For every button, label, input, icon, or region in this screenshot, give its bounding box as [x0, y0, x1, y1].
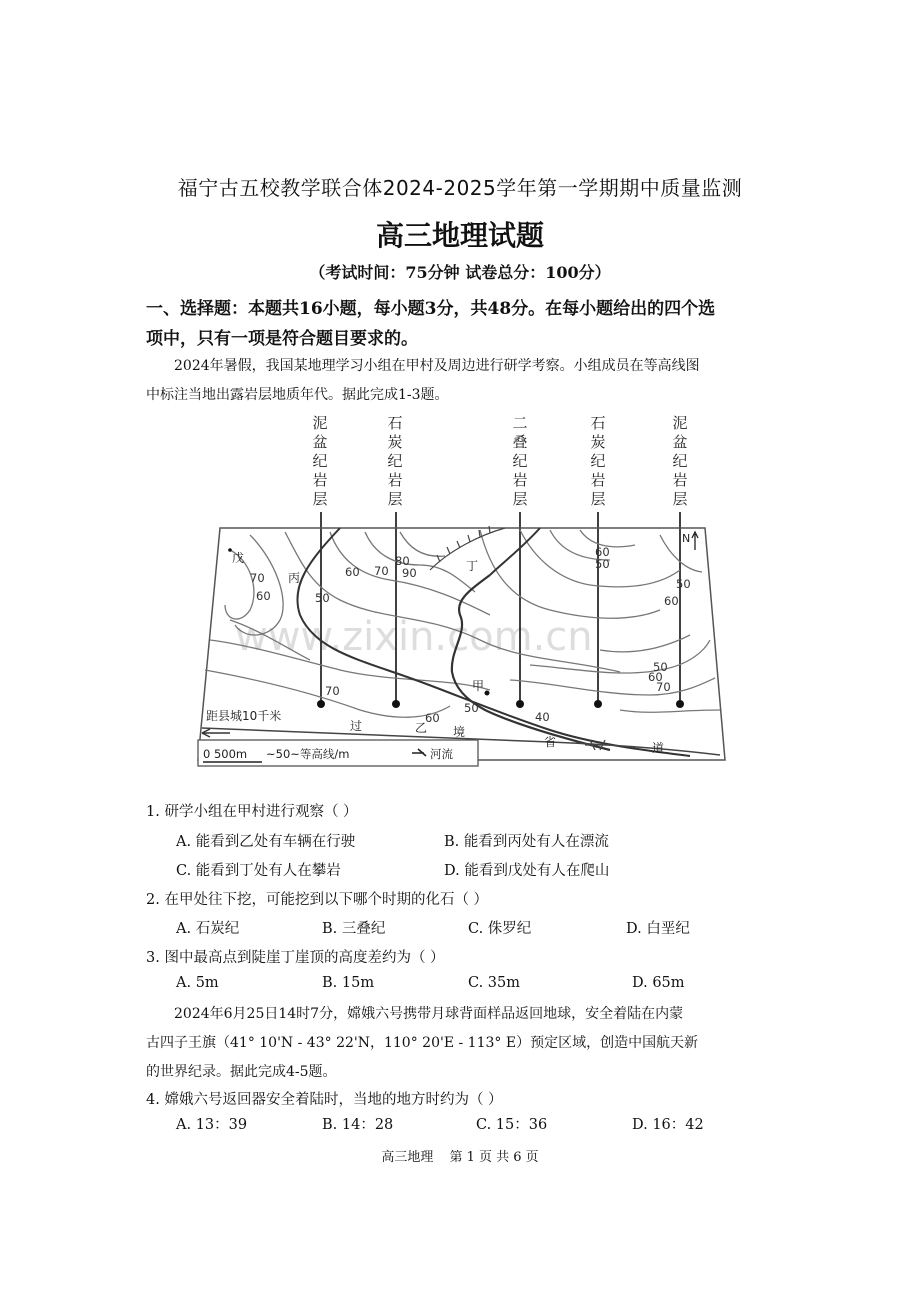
intro2-line1: 2024年6月25日14时7分，嫦娥六号携带月球背面样品返回地球，安全着陆在内蒙 [174, 1006, 684, 1022]
strata-label-5: 泥盆纪岩层 [672, 414, 688, 508]
place-label-bing: 丙 [288, 571, 301, 585]
contour-map-figure [190, 410, 735, 775]
strata-label-1: 泥盆纪岩层 [312, 414, 328, 508]
page-footer [0, 1146, 920, 1165]
contour-label: 60 [648, 670, 663, 684]
north-arrow-label: N [682, 532, 691, 545]
contour-line [480, 530, 660, 618]
stratum-dot-2 [392, 700, 400, 708]
strata-label-4: 石炭纪岩层 [590, 414, 606, 508]
cliff-hatch [468, 535, 470, 542]
place-label-ding: 丁 [466, 559, 479, 573]
legend-contour: ~50~等高线/m [266, 747, 350, 761]
contour-line [620, 710, 720, 712]
border-char-guo: 过 [350, 719, 363, 733]
cliff-hatch [489, 526, 490, 533]
exam-info: （考试时间：75分钟 试卷总分：100分） [309, 263, 611, 282]
cliff-hatch [447, 547, 450, 554]
question-2-option-b: B. 三叠纪 [322, 921, 386, 937]
contour-line [365, 532, 475, 592]
contour-label: 50 [315, 591, 330, 605]
question-2-stem: 2. 在甲处往下挖，可能挖到以下哪个时期的化石（ ） [146, 892, 489, 908]
contour-line [660, 535, 702, 572]
village-jia-point [485, 691, 490, 696]
section-heading-line1: 一、选择题：本题共16小题，每小题3分，共48分。在每小题给出的四个选 [146, 299, 716, 319]
contour-label: 60 [664, 594, 679, 608]
contour-label: 40 [535, 710, 550, 724]
contour-label: 50 [464, 701, 479, 715]
question-3-option-d: D. 65m [632, 975, 685, 991]
stratum-dot-5 [676, 700, 684, 708]
question-3-stem: 3. 图中最高点到陡崖丁崖顶的高度差约为（ ） [146, 950, 445, 966]
strata-label-2: 石炭纪岩层 [387, 414, 403, 508]
contour-line [400, 532, 445, 556]
stratum-dot-1 [317, 700, 325, 708]
contour-label: 60 [595, 545, 610, 559]
contour-label: 50 [595, 557, 610, 571]
section-heading-line2: 项中，只有一项是符合题目要求的。 [146, 329, 418, 349]
place-label-jia: 甲 [472, 679, 485, 693]
question-1-option-b: B. 能看到丙处有人在漂流 [444, 834, 609, 850]
question-1-stem: 1. 研学小组在甲村进行观察（ ） [146, 804, 358, 820]
contour-label: 60 [345, 565, 360, 579]
intro1-line1: 2024年暑假，我国某地理学习小组在甲村及周边进行研学考察。小组成员在等高线图 [174, 358, 700, 374]
cliff-hatch [457, 541, 460, 548]
strata-label-3: 二叠纪岩层 [512, 414, 528, 508]
stratum-dot-3 [516, 700, 524, 708]
exam-title: 福宁古五校教学联合体2024-2025学年第一学期期中质量监测 [177, 176, 743, 200]
contour-label: 70 [374, 564, 389, 578]
road-char-dao: 道 [652, 741, 665, 755]
question-4-option-d: D. 16：42 [632, 1117, 704, 1133]
river-upper [490, 528, 540, 575]
question-3-option-b: B. 15m [322, 975, 375, 991]
contour-label: 70 [250, 571, 265, 585]
contour-label: 70 [325, 684, 340, 698]
question-2-option-a: A. 石炭纪 [176, 921, 240, 937]
contour-line [600, 635, 690, 652]
question-3-option-c: C. 35m [468, 975, 520, 991]
distance-note: 距县城10千米 [206, 709, 282, 723]
intro2-line2: 古四子王旗（41° 10'N - 43° 22'N，110° 20'E - 113° E）预定区域，创造中国航天新 [146, 1035, 699, 1051]
question-2-option-c: C. 侏罗纪 [468, 921, 532, 937]
intro2-line3: 的世界纪录。据此完成4-5题。 [146, 1064, 337, 1080]
question-4-option-a: A. 13：39 [176, 1117, 248, 1133]
contour-label: 60 [256, 589, 271, 603]
border-char-jing: 境 [453, 725, 466, 739]
stratum-dot-4 [594, 700, 602, 708]
question-3-option-a: A. 5m [176, 975, 219, 991]
contour-label: 50 [653, 660, 668, 674]
question-2-option-d: D. 白垩纪 [626, 921, 690, 937]
contour-line [510, 678, 715, 695]
question-1-option-a: A. 能看到乙处有车辆在行驶 [176, 834, 356, 850]
legend-river: 河流 [430, 747, 453, 761]
place-label-wu: 戊 [232, 551, 245, 565]
road-char-sheng: 省 [544, 735, 557, 749]
legend-scale: 0 500m [203, 747, 248, 761]
paper-title: 高三地理试题 [375, 219, 544, 252]
contour-label: 50 [676, 577, 691, 591]
contour-label: 60 [425, 711, 440, 725]
footer-page-info: 第 1 页 共 6 页 [449, 1150, 539, 1165]
question-4-option-b: B. 14：28 [322, 1117, 394, 1133]
intro1-line2: 中标注当地出露岩层地质年代。据此完成1-3题。 [146, 387, 449, 403]
contour-label: 70 [656, 680, 671, 694]
contour-label: 90 [402, 566, 417, 580]
footer-subject: 高三地理 [381, 1150, 434, 1165]
question-1-option-d: D. 能看到戊处有人在爬山 [444, 863, 610, 879]
question-4-stem: 4. 嫦娥六号返回器安全着陆时，当地的地方时约为（ ） [146, 1092, 503, 1108]
watermark: www.zixin.com.cn [235, 614, 593, 660]
contour-label: 80 [395, 554, 410, 568]
north-arrow-icon [692, 532, 698, 550]
question-1-option-c: C. 能看到丁处有人在攀岩 [176, 863, 341, 879]
question-4-option-c: C. 15：36 [476, 1117, 548, 1133]
place-label-yi: 乙 [415, 721, 428, 735]
